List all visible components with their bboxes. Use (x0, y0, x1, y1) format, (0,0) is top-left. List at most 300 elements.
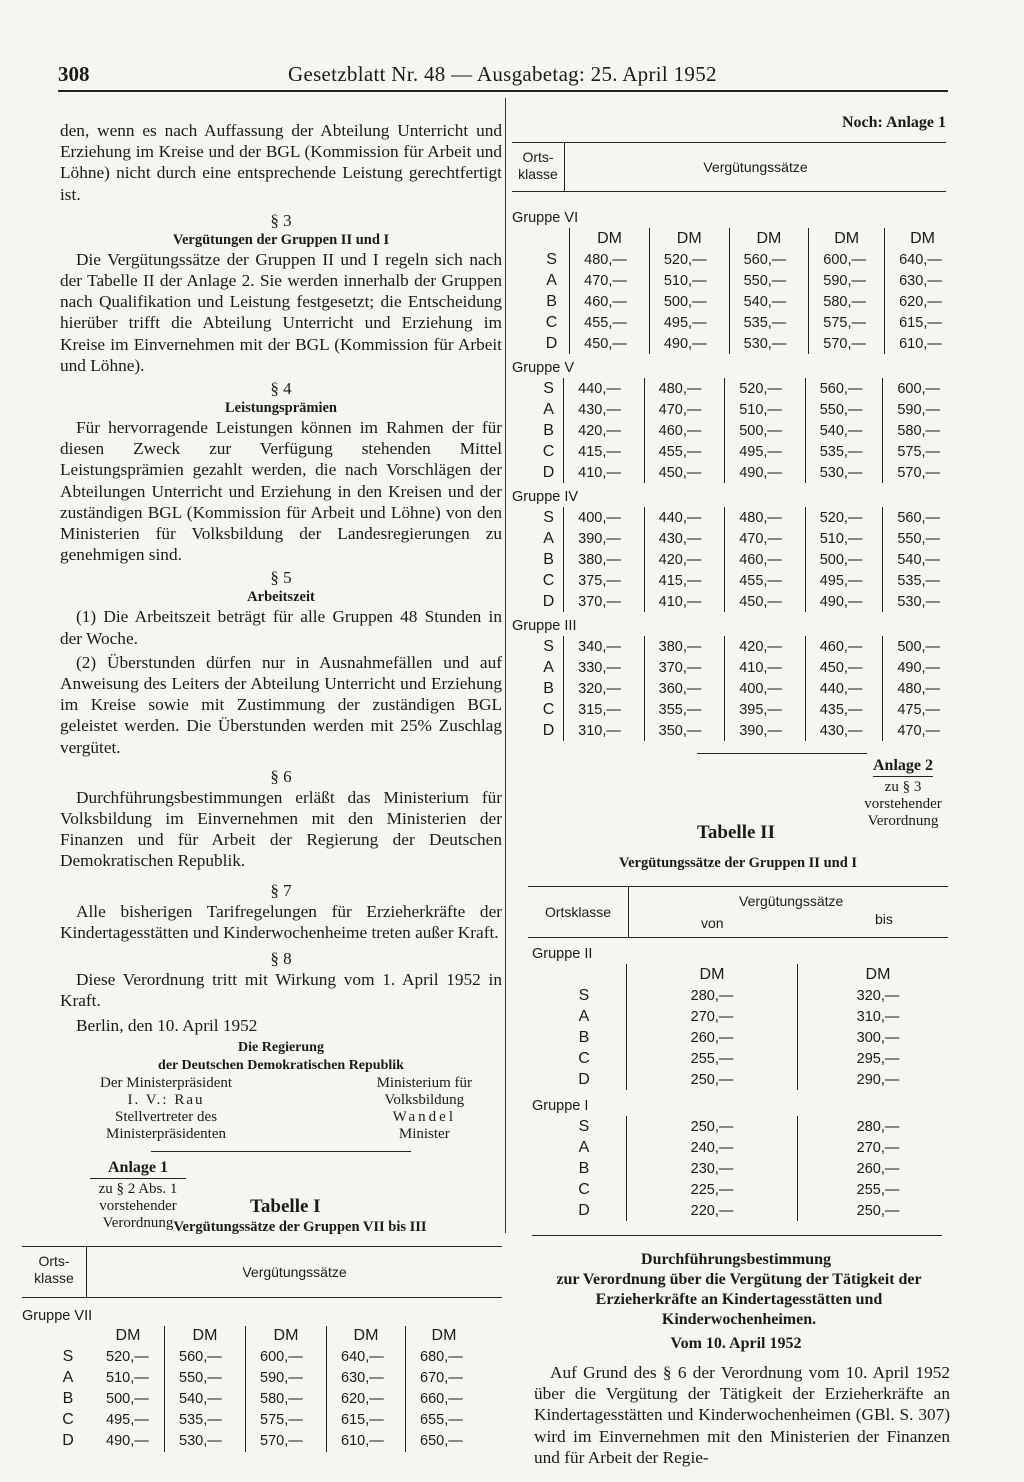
section-8-text: Diese Verordnung tritt mit Wirkung vom 1. April 1952 in Kraft. (60, 970, 502, 1011)
rate-cell: 495,— (649, 312, 729, 333)
group-7-label: Gruppe VII (22, 1307, 93, 1324)
signature-right-line-1: Ministerium für (376, 1074, 472, 1091)
rate-cell: 440,— (644, 507, 725, 528)
rate-cell: 600,— (809, 249, 885, 270)
section-4-title: Leistungsprämien (225, 400, 337, 417)
ordinance-date: Vom 10. April 1952 (670, 1335, 802, 1352)
section-end-rule (532, 1235, 942, 1236)
rate-cell: 580,— (809, 291, 885, 312)
ordinance-text: Auf Grund des § 6 der Verordnung vom 10. April 1952 über die Vergütung der Tätigkeit der Erzieherkräfte an Kindertagesstätten und Kinderwochenheimen (GBl. S. 307) wird im Einvernehmen mit den Ministerien der Finanzen und für Arbeit der Regie- (534, 1363, 950, 1467)
ortsklasse-cell: D (62, 1432, 74, 1450)
rate-cell: 630,— (885, 270, 960, 291)
rate-cell: 355,— (644, 699, 725, 720)
rate-cell: 410,— (644, 591, 725, 612)
ortsklasse-cell: C (542, 571, 555, 589)
rate-cell: 475,— (883, 699, 960, 720)
rate-cell: 570,— (246, 1431, 327, 1452)
rate-cell: 530,— (165, 1431, 246, 1452)
dm-label: DM (115, 1327, 141, 1345)
table-1-header (22, 1246, 502, 1298)
rate-cell: 570,— (809, 333, 885, 354)
intro-paragraph: den, wenn es nach Auffassung der Abteilung Unterricht und Erziehung im Kreise und der BGL (Kommission für Arbeit und Löhne) nicht durch eine entsprechende Leistung gerechtfertigt ist. (60, 121, 502, 204)
section-5-title: Arbeitszeit (247, 589, 315, 606)
group-6-label: Gruppe VI (512, 210, 579, 226)
von-header: von (701, 915, 724, 931)
rate-row (534, 570, 960, 591)
dm-label: DM (165, 1326, 246, 1347)
rate-cell: 535,— (805, 441, 883, 462)
ortsklasse-cell: A (578, 1138, 590, 1156)
rate-cell: 590,— (246, 1368, 327, 1389)
rate-cell: 455,— (725, 570, 806, 591)
rate-cell: 250,— (627, 1069, 798, 1090)
rate-cell: 410,— (725, 657, 806, 678)
section-5-number: § 5 (270, 568, 292, 588)
left-column (22, 100, 502, 1452)
rate-cell: 255,— (627, 1048, 798, 1069)
rate-cell: 400,— (725, 678, 806, 699)
rate-row (542, 1179, 958, 1200)
rate-cell: 455,— (570, 312, 650, 333)
rate-cell: 300,— (798, 1027, 959, 1048)
rate-row (534, 636, 960, 657)
rate-cell: 480,— (883, 678, 960, 699)
ortsklasse-cell: C (542, 700, 555, 718)
verguetungssaetze-header: Vergütungssätze (242, 1263, 347, 1280)
rate-cell: 520,— (106, 1349, 149, 1366)
ortsklasse-cell: B (546, 292, 557, 310)
rate-cell: 670,— (406, 1368, 483, 1389)
rate-cell: 660,— (406, 1389, 483, 1410)
ortsklasse-cell: S (578, 1117, 590, 1135)
rate-row (534, 291, 960, 312)
rate-row (542, 1116, 958, 1137)
ortsklasse-cell: C (62, 1411, 74, 1429)
rate-cell: 500,— (883, 636, 960, 657)
rate-cell: 420,— (564, 420, 645, 441)
rate-cell: 535,— (883, 570, 960, 591)
rate-cell: 615,— (885, 312, 960, 333)
table-1-title: Tabelle I (250, 1195, 321, 1217)
rate-cell: 500,— (106, 1391, 149, 1408)
ortsklasse-cell: A (62, 1369, 74, 1387)
rate-cell: 620,— (327, 1389, 406, 1410)
rate-cell: 495,— (106, 1412, 149, 1429)
ortsklasse-header: Orts- klasse (22, 1247, 87, 1297)
rate-cell: 290,— (798, 1069, 959, 1090)
rate-cell: 390,— (564, 528, 645, 549)
rate-cell: 600,— (246, 1347, 327, 1368)
ortsklasse-cell: C (578, 1180, 590, 1198)
rate-cell: 455,— (644, 441, 725, 462)
rate-cell: 470,— (725, 528, 806, 549)
rate-cell: 460,— (644, 420, 725, 441)
anlage-1-title: Anlage 1 (90, 1158, 186, 1179)
rate-cell: 430,— (644, 528, 725, 549)
rate-cell: 490,— (725, 462, 806, 483)
rate-cell: 535,— (165, 1410, 246, 1431)
rate-cell: 380,— (564, 549, 645, 570)
rate-cell: 220,— (627, 1200, 798, 1221)
ortsklasse-header: Ortsklasse (528, 887, 629, 937)
group-2-label: Gruppe II (532, 946, 593, 962)
rate-cell: 460,— (805, 636, 883, 657)
rate-cell: 395,— (725, 699, 806, 720)
rate-cell: 315,— (564, 699, 645, 720)
rate-row (542, 1006, 958, 1027)
rate-cell: 610,— (327, 1431, 406, 1452)
anlage-2-ref-3: Verordnung (867, 813, 939, 829)
ortsklasse-cell: S (543, 379, 554, 397)
rate-cell: 575,— (883, 441, 960, 462)
page-number: 308 (58, 62, 90, 86)
rate-cell: 490,— (883, 657, 960, 678)
dm-label: DM (809, 228, 885, 249)
noch-anlage-1: Noch: Anlage 1 (842, 114, 946, 131)
rate-cell: 460,— (725, 549, 806, 570)
rate-cell: 450,— (570, 333, 650, 354)
signature-right-line-2: Volksbildung (384, 1091, 465, 1108)
rate-cell: 530,— (805, 462, 883, 483)
ortsklasse-cell: D (542, 592, 555, 610)
rate-cell: 510,— (725, 399, 806, 420)
rate-cell: 295,— (798, 1048, 959, 1069)
rate-cell: 550,— (165, 1368, 246, 1389)
ortsklasse-cell: D (542, 721, 555, 739)
verguetungssaetze-header: Vergütungssätze (703, 159, 808, 175)
group-3-table (534, 636, 960, 741)
dm-header-row (542, 964, 958, 985)
ordinance-title-1: Durchführungsbestimmung (641, 1251, 831, 1268)
place-date: Berlin, den 10. April 1952 (76, 1015, 258, 1035)
section-8-number: § 8 (270, 949, 292, 969)
rate-cell: 610,— (885, 333, 960, 354)
rate-row (534, 720, 960, 741)
group-5-label: Gruppe V (512, 360, 575, 376)
dm-label: DM (406, 1326, 483, 1347)
ortsklasse-cell: D (542, 463, 555, 481)
rate-cell: 380,— (644, 636, 725, 657)
rate-cell: 420,— (644, 549, 725, 570)
signature-left-line-4: Ministerpräsidenten (106, 1125, 227, 1142)
signature-right-line-4: Minister (398, 1125, 450, 1142)
dm-label: DM (798, 964, 959, 985)
table-1-subtitle: Vergütungssätze der Gruppen VII bis III (173, 1218, 427, 1235)
rate-cell: 250,— (627, 1116, 798, 1137)
rate-row (534, 699, 960, 720)
rate-cell: 510,— (649, 270, 729, 291)
anlage-2-title: Anlage 2 (873, 756, 933, 777)
rate-cell: 620,— (885, 291, 960, 312)
rate-cell: 490,— (805, 591, 883, 612)
group-5-table (534, 378, 960, 483)
rate-row (542, 1200, 958, 1221)
rate-groups (512, 208, 960, 741)
section-3-number: § 3 (270, 210, 292, 230)
ortsklasse-cell: D (545, 334, 558, 352)
rate-cell: 650,— (406, 1431, 483, 1452)
rate-row (542, 1069, 958, 1090)
rate-cell: 550,— (729, 270, 809, 291)
rate-cell: 440,— (805, 678, 883, 699)
dm-label: DM (649, 228, 729, 249)
rate-cell: 500,— (805, 549, 883, 570)
rate-cell: 550,— (805, 399, 883, 420)
rate-cell: 530,— (729, 333, 809, 354)
rate-cell: 540,— (729, 291, 809, 312)
rate-cell: 375,— (564, 570, 645, 591)
government-line-2: der Deutschen Demokratischen Republik (158, 1057, 404, 1073)
rate-cell: 470,— (570, 270, 650, 291)
rate-cell: 400,— (564, 507, 645, 528)
anlage-2-ref-2: vorstehender (864, 796, 942, 812)
rate-cell: 480,— (644, 378, 725, 399)
rate-cell: 680,— (406, 1347, 483, 1368)
table-2-header (528, 886, 948, 938)
rate-cell: 560,— (165, 1347, 246, 1368)
anlage-1-ref-2: vorstehender (99, 1197, 177, 1214)
rate-cell: 370,— (644, 657, 725, 678)
rate-row (542, 985, 958, 1006)
rate-cell: 430,— (805, 720, 883, 741)
rate-cell: 575,— (246, 1410, 327, 1431)
group-4-table (534, 507, 960, 612)
government-line-1: Die Regierung (238, 1039, 324, 1055)
section-6-number: § 6 (270, 766, 292, 786)
rate-cell: 460,— (570, 291, 650, 312)
rate-row (534, 549, 960, 570)
rate-row (534, 399, 960, 420)
rate-cell: 320,— (798, 985, 959, 1006)
rate-cell: 580,— (246, 1389, 327, 1410)
ortsklasse-cell: B (62, 1390, 74, 1408)
rate-cell: 490,— (649, 333, 729, 354)
rate-cell: 615,— (327, 1410, 406, 1431)
group-3-label: Gruppe III (512, 618, 577, 634)
rate-row (534, 270, 960, 291)
dm-label: DM (729, 228, 809, 249)
rate-cell: 560,— (883, 507, 960, 528)
rate-cell: 280,— (627, 985, 798, 1006)
signature-block (60, 1075, 502, 1143)
rate-cell: 655,— (406, 1410, 483, 1431)
rate-cell: 520,— (805, 507, 883, 528)
rate-cell: 415,— (644, 570, 725, 591)
rate-cell: 600,— (883, 378, 960, 399)
rate-cell: 310,— (798, 1006, 959, 1027)
rate-cell: 590,— (809, 270, 885, 291)
rate-row (534, 441, 960, 462)
group-1-table (542, 1116, 958, 1221)
group-4-label: Gruppe IV (512, 489, 579, 505)
rate-row (534, 420, 960, 441)
rate-cell: 510,— (805, 528, 883, 549)
rate-cell: 330,— (564, 657, 645, 678)
group-2-table (542, 964, 958, 1090)
ortsklasse-cell: A (543, 400, 554, 418)
table-2-subtitle: Vergütungssätze der Gruppen II und I (618, 855, 858, 871)
rate-row (534, 378, 960, 399)
rate-cell: 535,— (729, 312, 809, 333)
dm-label: DM (627, 964, 798, 985)
dm-label: DM (570, 228, 650, 249)
rate-cell: 495,— (805, 570, 883, 591)
rate-cell: 560,— (805, 378, 883, 399)
signature-left-line-3: Stellvertreter des (115, 1108, 218, 1125)
rate-cell: 575,— (809, 312, 885, 333)
section-4-text: Für hervorragende Leistungen können im Rahmen der für diesen Zweck zur Verfügung stehenden Mittel Leistungsprämien gezahlt werden, die nach Vorschlägen der Abteilungen Unterricht und Erziehung in den Kreisen und der zuständigen BGL (Kommission für Arbeit und Löhne) von den Ministerien für Volksbildung der Landesregierungen zu genehmigen sind. (60, 418, 502, 565)
rate-cell: 430,— (564, 399, 645, 420)
table-2-groups (532, 944, 960, 1221)
ortsklasse-cell: A (578, 1007, 590, 1025)
ortsklasse-cell: S (543, 637, 554, 655)
rate-cell: 450,— (644, 462, 725, 483)
rate-cell: 280,— (798, 1116, 959, 1137)
section-3-text: Die Vergütungssätze der Gruppen II und I regeln sich nach der Tabelle II der Anlage 2. Sie werden innerhalb der Gruppen nach Qualifikation und Leistung festgesetzt; die Entscheidung hierüber trifft die Abteilung Unterricht und Erziehung im Kreise im Einvernehmen mit der BGL (Kommission für Arbeit und Löhne). (60, 249, 502, 375)
rate-row (44, 1410, 482, 1431)
rate-cell: 480,— (725, 507, 806, 528)
rate-cell: 520,— (725, 378, 806, 399)
rate-cell: 470,— (644, 399, 725, 420)
rate-cell: 310,— (564, 720, 645, 741)
rate-cell: 440,— (564, 378, 645, 399)
dm-header-row (44, 1326, 482, 1347)
rate-cell: 530,— (883, 591, 960, 612)
section-7-text: Alle bisherigen Tarifregelungen für Erzieherkräfte der Kindertagesstätten und Kinderwochenheime treten außer Kraft. (60, 901, 502, 942)
rate-cell: 570,— (883, 462, 960, 483)
rate-row (534, 462, 960, 483)
anlage-1-ref-3: Verordnung (102, 1214, 174, 1231)
rate-cell: 450,— (805, 657, 883, 678)
rate-cell: 270,— (798, 1137, 959, 1158)
rate-cell: 580,— (883, 420, 960, 441)
rate-cell: 520,— (649, 249, 729, 270)
ortsklasse-cell: D (578, 1070, 590, 1088)
section-3-title: Vergütungen der Gruppen II und I (172, 231, 390, 248)
rate-row (542, 1027, 958, 1048)
rate-cell: 450,— (725, 591, 806, 612)
dm-label: DM (327, 1326, 406, 1347)
dm-label: DM (885, 228, 960, 249)
rate-row (542, 1048, 958, 1069)
ortsklasse-cell: B (543, 679, 554, 697)
rate-row (534, 312, 960, 333)
ortsklasse-cell: B (578, 1159, 590, 1177)
rate-cell: 260,— (627, 1027, 798, 1048)
ortsklasse-header: Orts- klasse (512, 143, 565, 191)
rate-cell: 510,— (106, 1370, 149, 1387)
rate-cell: 370,— (564, 591, 645, 612)
rate-cell: 495,— (725, 441, 806, 462)
rate-cell: 350,— (644, 720, 725, 741)
rate-cell: 550,— (883, 528, 960, 549)
anlage-2-ref-1: zu § 3 (884, 779, 922, 795)
section-5-paragraph-2: (2) Überstunden dürfen nur in Ausnahmefällen und auf Anweisung des Leiters der Abteilung Unterricht und Erziehung im Kreise sowie mit Zustimmung der zuständigen BGL geleistet werden. Die Überstunden werden mit 25% Zuschlag vergütet. (60, 652, 502, 757)
ortsklasse-cell: A (543, 658, 554, 676)
rate-cell: 470,— (883, 720, 960, 741)
rate-cell: 540,— (883, 549, 960, 570)
ortsklasse-cell: C (542, 442, 555, 460)
rate-cell: 640,— (327, 1347, 406, 1368)
section-5-paragraph-1: (1) Die Arbeitszeit beträgt für alle Gruppen 48 Stunden in der Woche. (60, 607, 502, 648)
rate-cell: 340,— (564, 636, 645, 657)
group-6-table (534, 228, 960, 354)
bis-header: bis (875, 911, 893, 927)
rate-cell: 360,— (644, 678, 725, 699)
section-6-text: Durchführungsbestimmungen erläßt das Ministerium für Volksbildung im Einvernehmen mit den Ministerien der Finanzen und für Arbeit der Regierung der Deutschen Demokratischen Republik. (60, 787, 502, 871)
rate-row (534, 507, 960, 528)
section-4-number: § 4 (270, 379, 292, 399)
rate-row (534, 591, 960, 612)
rate-cell: 630,— (327, 1368, 406, 1389)
rate-cell: 640,— (885, 249, 960, 270)
signature-rule (151, 1151, 411, 1152)
rate-cell: 255,— (798, 1179, 959, 1200)
rate-row (534, 249, 960, 270)
ortsklasse-cell: A (546, 271, 557, 289)
signature-left (100, 1075, 232, 1143)
signature-right-line-3: Wandel (392, 1108, 457, 1125)
rate-row (534, 657, 960, 678)
dm-header-row (534, 228, 960, 249)
ortsklasse-cell: B (543, 550, 554, 568)
rate-row (534, 678, 960, 699)
ortsklasse-cell: C (545, 313, 558, 331)
ortsklasse-cell: D (578, 1201, 590, 1219)
anlage-2-block (512, 754, 960, 854)
signature-left-line-1: Der Ministerpräsident (100, 1074, 233, 1091)
rate-row (44, 1431, 482, 1452)
rate-cell: 500,— (649, 291, 729, 312)
signature-left-line-2: I. V.: Rau (127, 1091, 205, 1108)
rate-cell: 560,— (729, 249, 809, 270)
rate-cell: 500,— (725, 420, 806, 441)
anlage-1-ref-1: zu § 2 Abs. 1 (98, 1180, 178, 1197)
rate-cell: 490,— (106, 1433, 149, 1450)
table-2-title: Tabelle II (697, 822, 775, 843)
page-header (58, 60, 948, 92)
ortsklasse-cell: S (62, 1348, 74, 1366)
anlage-1-block (60, 1158, 502, 1236)
ortsklasse-cell: A (543, 529, 554, 547)
ortsklasse-cell: B (543, 421, 554, 439)
rate-cell: 540,— (165, 1389, 246, 1410)
column-divider (505, 98, 506, 1233)
rate-cell: 270,— (627, 1006, 798, 1027)
rate-cell: 320,— (564, 678, 645, 699)
rate-row (44, 1368, 482, 1389)
dm-label: DM (246, 1326, 327, 1347)
rate-row (44, 1389, 482, 1410)
ortsklasse-cell: S (546, 250, 557, 268)
rate-cell: 435,— (805, 699, 883, 720)
rate-cell: 225,— (627, 1179, 798, 1200)
rate-cell: 250,— (798, 1200, 959, 1221)
rate-cell: 390,— (725, 720, 806, 741)
group-1-label: Gruppe I (532, 1098, 589, 1114)
verguetungssaetze-header: Vergütungssätze (739, 893, 844, 909)
continuation-table-header (512, 142, 946, 192)
rate-cell: 590,— (883, 399, 960, 420)
rate-cell: 230,— (627, 1158, 798, 1179)
rate-cell: 415,— (564, 441, 645, 462)
rate-row (534, 528, 960, 549)
ortsklasse-cell: S (578, 986, 590, 1004)
rate-cell: 420,— (725, 636, 806, 657)
rate-cell: 410,— (564, 462, 645, 483)
rate-cell: 260,— (798, 1158, 959, 1179)
rate-row (542, 1137, 958, 1158)
